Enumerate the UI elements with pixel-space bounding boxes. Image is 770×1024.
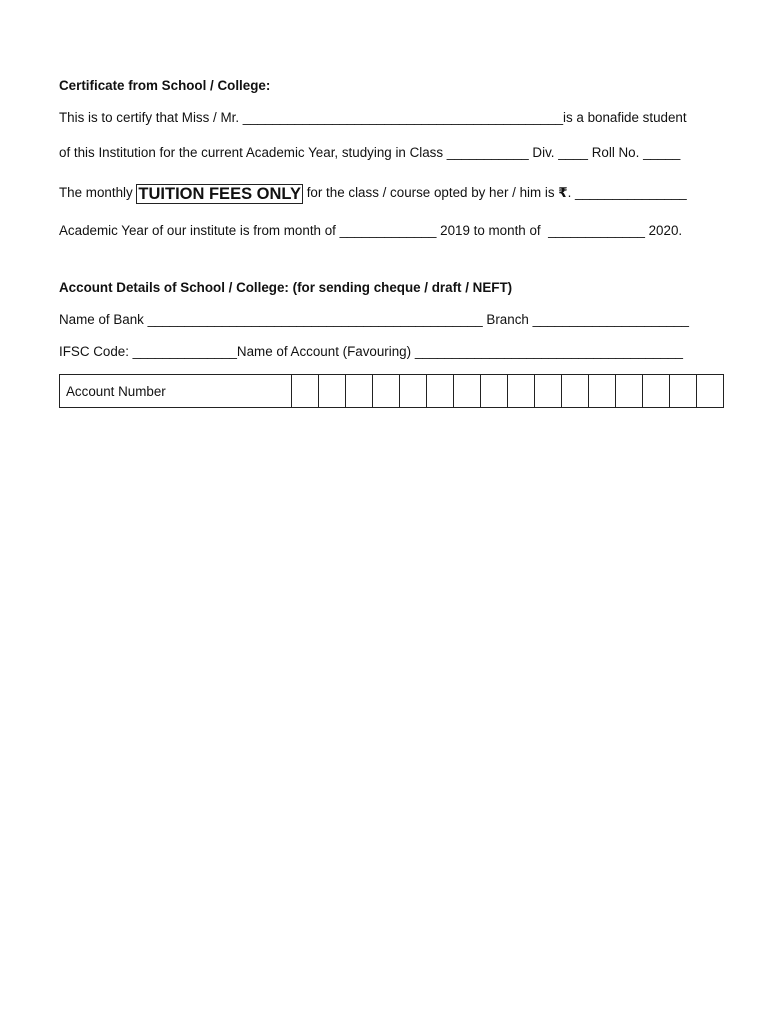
account-digit-box[interactable] <box>400 375 427 408</box>
account-digit-box[interactable] <box>562 375 589 408</box>
account-heading: Account Details of School / College: (for sending cheque / draft / NEFT) <box>59 280 513 295</box>
tuition-line-suffix: . _______________ <box>567 185 687 200</box>
rupee-icon: ₹ <box>558 185 568 200</box>
account-digit-box[interactable] <box>589 375 616 408</box>
tuition-fees-line <box>59 184 687 204</box>
tuition-line-prefix: The monthly <box>59 185 137 200</box>
academic-year-line: Academic Year of our institute is from month of _____________ 2019 to month of _____________ 2020. <box>59 223 683 238</box>
account-digit-box[interactable] <box>508 375 535 408</box>
account-digit-box[interactable] <box>670 375 697 408</box>
account-number-row <box>60 375 724 408</box>
account-digit-box[interactable] <box>373 375 400 408</box>
account-digit-box[interactable] <box>346 375 373 408</box>
account-digit-box[interactable] <box>454 375 481 408</box>
tuition-fees-only-box: TUITION FEES ONLY <box>138 185 301 203</box>
bank-line: Name of Bank _____________________________________________ Branch _____________________ <box>59 312 689 327</box>
account-digit-box[interactable] <box>292 375 319 408</box>
class-line: of this Institution for the current Academic Year, studying in Class ___________ Div. ____ Roll No. _____ <box>59 145 681 160</box>
account-number-label: Account Number <box>60 375 292 408</box>
account-digit-box[interactable] <box>643 375 670 408</box>
account-digit-box[interactable] <box>535 375 562 408</box>
certify-line: This is to certify that Miss / Mr. ___________________________________________is a bonafide student <box>59 110 687 125</box>
tuition-line-middle: for the class / course opted by her / him is <box>302 185 559 200</box>
ifsc-line: IFSC Code: ______________Name of Account (Favouring) ____________________________________ <box>59 344 683 359</box>
account-digit-box[interactable] <box>319 375 346 408</box>
account-digit-box[interactable] <box>427 375 454 408</box>
account-digit-box[interactable] <box>697 375 724 408</box>
account-number-table <box>59 374 724 408</box>
account-digit-box[interactable] <box>481 375 508 408</box>
certificate-heading: Certificate from School / College: <box>59 78 271 93</box>
account-digit-box[interactable] <box>616 375 643 408</box>
